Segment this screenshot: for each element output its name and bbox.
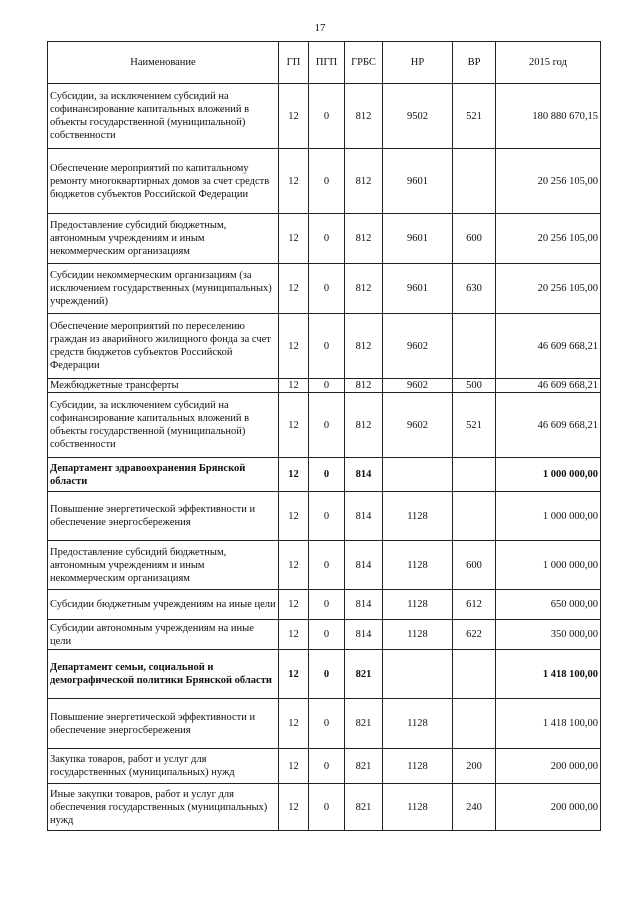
cell-name: Обеспечение мероприятий по переселению граждан из аварийного жилищного фонда за счет средств бюджетов субъектов Российской Федерации — [48, 314, 279, 379]
cell-pgp: 0 — [309, 541, 345, 590]
table-row — [48, 264, 601, 314]
table-row — [48, 650, 601, 699]
cell-grbs: 812 — [345, 379, 383, 393]
cell-nr: 1128 — [383, 699, 453, 749]
cell-amount: 650 000,00 — [496, 590, 601, 620]
cell-name: Субсидии автономным учреждениям на иные цели — [48, 620, 279, 650]
cell-grbs: 814 — [345, 492, 383, 541]
cell-amount: 200 000,00 — [496, 784, 601, 831]
cell-gp: 12 — [279, 749, 309, 784]
cell-amount: 1 000 000,00 — [496, 458, 601, 492]
col-header-gp: ГП — [279, 42, 309, 84]
cell-grbs: 812 — [345, 84, 383, 149]
cell-amount: 46 609 668,21 — [496, 393, 601, 458]
cell-vr: 600 — [453, 214, 496, 264]
cell-pgp: 0 — [309, 650, 345, 699]
cell-nr: 9602 — [383, 393, 453, 458]
cell-nr: 9601 — [383, 264, 453, 314]
col-header-nr: НР — [383, 42, 453, 84]
cell-name: Предоставление субсидий бюджетным, автономным учреждениям и иным некоммерческим организациям — [48, 214, 279, 264]
cell-amount: 200 000,00 — [496, 749, 601, 784]
cell-pgp: 0 — [309, 393, 345, 458]
cell-vr — [453, 458, 496, 492]
col-header-vr: ВР — [453, 42, 496, 84]
cell-grbs: 812 — [345, 264, 383, 314]
table-row — [48, 749, 601, 784]
cell-nr: 1128 — [383, 590, 453, 620]
cell-nr: 1128 — [383, 620, 453, 650]
cell-nr: 9602 — [383, 379, 453, 393]
cell-nr: 1128 — [383, 749, 453, 784]
cell-gp: 12 — [279, 620, 309, 650]
cell-gp: 12 — [279, 149, 309, 214]
table-row — [48, 541, 601, 590]
cell-grbs: 821 — [345, 650, 383, 699]
cell-pgp: 0 — [309, 149, 345, 214]
cell-name: Предоставление субсидий бюджетным, автономным учреждениям и иным некоммерческим организациям — [48, 541, 279, 590]
cell-gp: 12 — [279, 214, 309, 264]
budget-table — [47, 41, 601, 831]
table-row — [48, 393, 601, 458]
cell-gp: 12 — [279, 393, 309, 458]
cell-nr — [383, 458, 453, 492]
table-row — [48, 590, 601, 620]
cell-vr — [453, 149, 496, 214]
table-row — [48, 784, 601, 831]
cell-nr: 1128 — [383, 541, 453, 590]
cell-pgp: 0 — [309, 314, 345, 379]
cell-gp: 12 — [279, 379, 309, 393]
cell-name: Обеспечение мероприятий по капитальному ремонту многоквартирных домов за счет средств бюджетов субъектов Российской Федерации — [48, 149, 279, 214]
cell-vr — [453, 699, 496, 749]
cell-name: Субсидии, за исключением субсидий на софинансирование капитальных вложений в объекты государственной (муниципальной) собственности — [48, 393, 279, 458]
cell-vr: 240 — [453, 784, 496, 831]
cell-amount: 180 880 670,15 — [496, 84, 601, 149]
cell-vr: 630 — [453, 264, 496, 314]
cell-amount: 20 256 105,00 — [496, 149, 601, 214]
table-row — [48, 620, 601, 650]
col-header-name: Наименование — [48, 42, 279, 84]
cell-grbs: 812 — [345, 214, 383, 264]
cell-pgp: 0 — [309, 784, 345, 831]
cell-gp: 12 — [279, 590, 309, 620]
cell-name: Закупка товаров, работ и услуг для государственных (муниципальных) нужд — [48, 749, 279, 784]
cell-amount: 20 256 105,00 — [496, 264, 601, 314]
cell-gp: 12 — [279, 541, 309, 590]
cell-amount: 46 609 668,21 — [496, 379, 601, 393]
cell-gp: 12 — [279, 458, 309, 492]
page-number: 17 — [314, 22, 326, 34]
cell-amount: 1 418 100,00 — [496, 650, 601, 699]
table-row — [48, 84, 601, 149]
col-header-grbs: ГРБС — [345, 42, 383, 84]
cell-grbs: 812 — [345, 149, 383, 214]
cell-name: Субсидии некоммерческим организациям (за исключением государственных (муниципальных) учреждений) — [48, 264, 279, 314]
cell-vr: 521 — [453, 393, 496, 458]
cell-grbs: 821 — [345, 749, 383, 784]
cell-amount: 1 418 100,00 — [496, 699, 601, 749]
cell-nr: 9602 — [383, 314, 453, 379]
cell-vr — [453, 492, 496, 541]
cell-gp: 12 — [279, 492, 309, 541]
cell-grbs: 814 — [345, 590, 383, 620]
cell-name: Субсидии бюджетным учреждениям на иные цели — [48, 590, 279, 620]
cell-gp: 12 — [279, 314, 309, 379]
cell-vr: 622 — [453, 620, 496, 650]
cell-grbs: 821 — [345, 699, 383, 749]
cell-vr — [453, 650, 496, 699]
cell-grbs: 814 — [345, 458, 383, 492]
cell-pgp: 0 — [309, 749, 345, 784]
cell-gp: 12 — [279, 784, 309, 831]
cell-nr: 1128 — [383, 492, 453, 541]
cell-gp: 12 — [279, 84, 309, 149]
table-row — [48, 214, 601, 264]
cell-gp: 12 — [279, 699, 309, 749]
cell-pgp: 0 — [309, 379, 345, 393]
cell-grbs: 812 — [345, 314, 383, 379]
cell-pgp: 0 — [309, 458, 345, 492]
cell-nr: 9601 — [383, 149, 453, 214]
cell-amount: 1 000 000,00 — [496, 541, 601, 590]
cell-name: Департамент семьи, социальной и демографической политики Брянской области — [48, 650, 279, 699]
table-row — [48, 458, 601, 492]
cell-nr: 9502 — [383, 84, 453, 149]
table-row — [48, 314, 601, 379]
cell-pgp: 0 — [309, 214, 345, 264]
cell-nr — [383, 650, 453, 699]
cell-pgp: 0 — [309, 699, 345, 749]
cell-pgp: 0 — [309, 264, 345, 314]
cell-gp: 12 — [279, 264, 309, 314]
cell-grbs: 814 — [345, 541, 383, 590]
cell-name: Субсидии, за исключением субсидий на софинансирование капитальных вложений в объекты государственной (муниципальной) собственности — [48, 84, 279, 149]
cell-nr: 1128 — [383, 784, 453, 831]
cell-vr: 521 — [453, 84, 496, 149]
cell-vr — [453, 314, 496, 379]
table-row — [48, 149, 601, 214]
table-row — [48, 492, 601, 541]
cell-amount: 46 609 668,21 — [496, 314, 601, 379]
table-row — [48, 379, 601, 393]
cell-name: Межбюджетные трансферты — [48, 379, 279, 393]
cell-gp: 12 — [279, 650, 309, 699]
col-header-pgp: ПГП — [309, 42, 345, 84]
cell-nr: 9601 — [383, 214, 453, 264]
col-header-amount: 2015 год — [496, 42, 601, 84]
cell-amount: 20 256 105,00 — [496, 214, 601, 264]
table-row — [48, 699, 601, 749]
cell-grbs: 812 — [345, 393, 383, 458]
cell-pgp: 0 — [309, 590, 345, 620]
cell-amount: 1 000 000,00 — [496, 492, 601, 541]
cell-name: Иные закупки товаров, работ и услуг для обеспечения государственных (муниципальных) нужд — [48, 784, 279, 831]
table-header-row — [48, 42, 601, 84]
cell-vr: 500 — [453, 379, 496, 393]
cell-amount: 350 000,00 — [496, 620, 601, 650]
cell-vr: 612 — [453, 590, 496, 620]
cell-grbs: 821 — [345, 784, 383, 831]
cell-pgp: 0 — [309, 84, 345, 149]
cell-name: Повышение энергетической эффективности и обеспечение энергосбережения — [48, 699, 279, 749]
cell-vr: 600 — [453, 541, 496, 590]
cell-name: Департамент здравоохранения Брянской области — [48, 458, 279, 492]
cell-pgp: 0 — [309, 620, 345, 650]
cell-pgp: 0 — [309, 492, 345, 541]
cell-vr: 200 — [453, 749, 496, 784]
cell-name: Повышение энергетической эффективности и обеспечение энергосбережения — [48, 492, 279, 541]
cell-grbs: 814 — [345, 620, 383, 650]
